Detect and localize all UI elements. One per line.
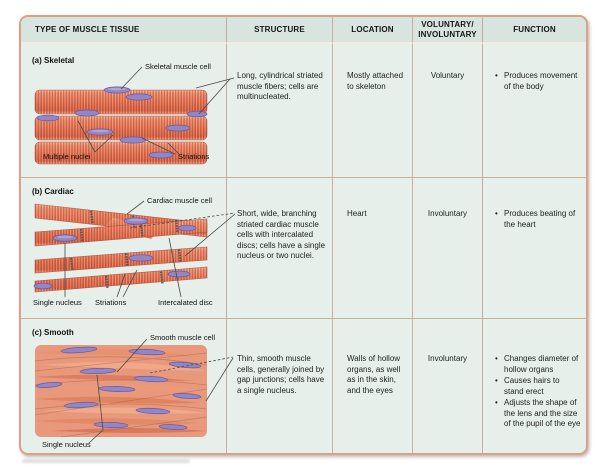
smooth-structure-text: Thin, smooth muscle cells, generally joined by gap junctions; cells have a single nucleus. [237,354,325,395]
header-label: VOLUNTARY/ INVOLUNTARY [418,20,477,39]
cell-smooth-illustration [21,319,227,453]
cell-cardiac-structure [227,178,333,319]
cell-smooth-structure [227,319,333,453]
cell-smooth-function [483,319,586,453]
striations-label: Striations [95,298,127,307]
leader-cardiac-cell [127,201,144,214]
cardiac-function-text: Produces beating of the heart [504,209,576,229]
smooth-cell-label: Smooth muscle cell [150,333,216,342]
row-label-smooth: (c) Smooth [32,328,74,337]
bullet-icon: • [495,71,498,80]
cell-skeletal-control [413,44,483,178]
cardiac-control-text: Involuntary [427,209,468,218]
cardiac-structure-text: Short, wide, branching striated cardiac muscle cells with intercalated discs; cells have a single nucleus or two nuclei. [237,209,326,261]
header-type-of-muscle-tissue [21,17,227,44]
cell-cardiac-function [483,178,586,319]
skeletal-cell-label: Skeletal muscle cell [145,62,211,71]
skeletal-function-text: Produces movement of the body [504,71,578,91]
cell-cardiac-control [413,178,483,319]
leader-intercalated-disc [169,238,181,297]
function-bullet [495,71,581,92]
header-function [483,17,586,44]
intercalated-disc-label: Intercalated disc [158,298,213,307]
smooth-muscle-svg [21,319,227,453]
cardiac-cell-label: Cardiac muscle cell [147,196,213,205]
cardiac-location-text: Heart [347,209,367,218]
cell-cardiac-illustration [21,178,227,319]
cardiac-figure [21,178,226,318]
header-structure [227,17,333,44]
row-label-skeletal: (a) Skeletal [32,56,75,65]
bullet-icon: • [495,354,498,363]
muscle-tissue-table [19,15,588,455]
smooth-function-text-3: Adjusts the shape of the lens and the size of the pupil of the eye [504,398,581,429]
copyright-smudge [22,459,190,463]
smooth-figure [21,319,226,453]
cardiac-muscle-svg [21,178,227,319]
row-label-cardiac: (b) Cardiac [32,187,74,196]
header-label: STRUCTURE [254,24,305,34]
function-bullet [495,354,581,375]
bullet-icon: • [495,398,498,408]
header-label: FUNCTION [513,24,556,34]
header-label: LOCATION [351,24,394,34]
cardiac-fibers [35,204,207,292]
skeletal-location-text: Mostly attached to skeleton [347,71,404,91]
single-nucleus-label: Single nucleus [42,440,91,449]
skeletal-control-text: Voluntary [430,71,465,80]
header-voluntary-involuntary [413,17,483,44]
smooth-function-text-1: Changes diameter of hollow organs [504,354,579,374]
cell-smooth-control [413,319,483,453]
smooth-location-text: Walls of hollow organs, as well as in the skin, and the eyes [347,354,401,395]
function-bullet [495,376,581,397]
bullet-icon: • [495,209,498,218]
function-bullet [495,209,581,230]
cell-skeletal-location [333,44,413,178]
cell-skeletal-function [483,44,586,178]
header-location [333,17,413,44]
skeletal-figure [21,44,226,177]
striations-label: Striations [178,152,210,161]
cell-cardiac-location [333,178,413,319]
header-label: TYPE OF MUSCLE TISSUE [35,24,140,34]
leader-skeletal-cell [121,67,142,89]
function-bullet [495,398,581,430]
smooth-control-text: Involuntary [427,354,468,363]
skeletal-muscle-svg [21,44,227,178]
skeletal-structure-text: Long, cylindrical striated muscle fibers; cells are multinucleated. [237,71,323,102]
bullet-icon: • [495,376,498,386]
table-grid [21,17,586,453]
cell-skeletal-structure [227,44,333,178]
smooth-function-text-2: Causes hairs to stand erect [504,376,560,396]
cell-skeletal-illustration [21,44,227,178]
single-nucleus-label: Single nucleus [33,298,82,307]
cell-smooth-location [333,319,413,453]
multiple-nuclei-label: Multiple nuclei [43,152,91,161]
